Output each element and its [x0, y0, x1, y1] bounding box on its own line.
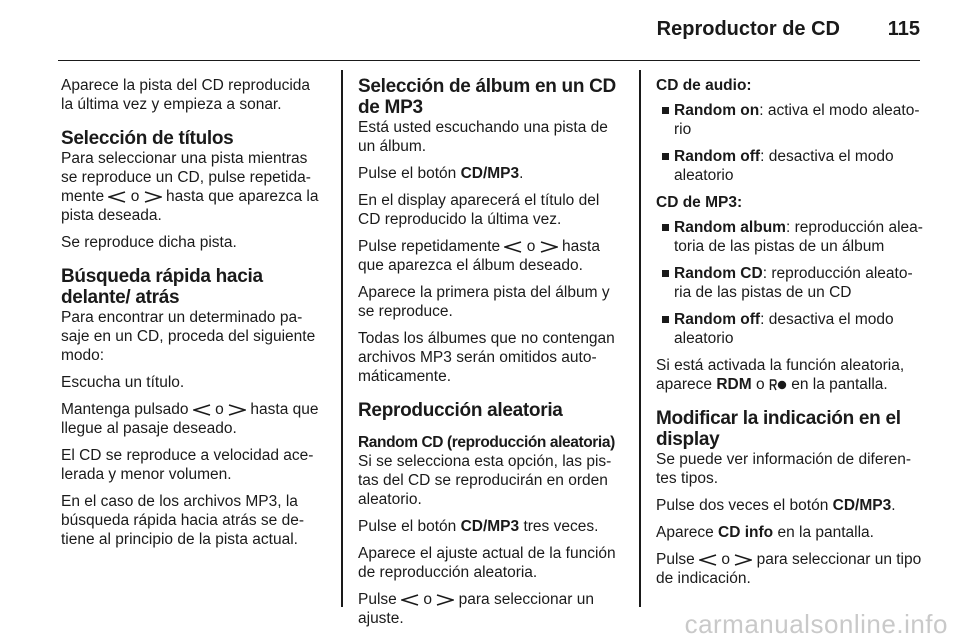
paragraph: En el caso de los archivos MP3, la búsqueda rápida hacia atrás se detiene al principio de la pista actual. [61, 493, 305, 548]
button-name-cd-mp3: CD/MP3 [460, 165, 520, 182]
list-item: Random album: reproducción aleatoria de las pistas de un álbum [656, 218, 924, 256]
column-divider [341, 70, 343, 607]
triangle-left-icon [699, 554, 717, 566]
triangle-left-icon [504, 241, 522, 253]
subheading-mp3-cd: CD de MP3: [656, 194, 743, 211]
bullet-square-icon [662, 316, 669, 323]
triangle-right-icon [144, 191, 162, 203]
bullet-square-icon [662, 153, 669, 160]
random-symbol-icon [769, 378, 787, 392]
button-name-cd-mp3: CD/MP3 [832, 497, 892, 514]
paragraph: Si está activada la función aleatoria, aparece RDM o en la pantalla. [656, 357, 905, 393]
page-number: 115 [887, 18, 920, 40]
heading-display-change: Modificar la indicación en el display [656, 408, 901, 450]
column-2 [358, 76, 624, 636]
heading-album-selection: Selección de álbum en un CD de MP3 [358, 76, 616, 118]
paragraph: Pulse o para seleccionar un ajuste. [358, 591, 594, 627]
paragraph: Se puede ver información de diferentes tipos. [656, 451, 912, 487]
bullet-square-icon [662, 224, 669, 231]
paragraph: Pulse o para seleccionar un tipo de indicación. [656, 551, 922, 587]
subheading-random-cd: Random CD (reproducción aleatoria) [358, 434, 615, 451]
triangle-left-icon [401, 594, 419, 606]
list-item: Random on: activa el modo aleatorio [656, 101, 924, 139]
paragraph: Todas los álbumes que no contengan archivos MP3 serán omitidos automáticamente. [358, 330, 615, 385]
paragraph: Pulse repetidamente o hasta que aparezca el álbum deseado. [358, 238, 600, 274]
column-divider [639, 70, 641, 607]
paragraph: Para encontrar un determinado pasaje en un CD, proceda del siguiente modo: [61, 309, 316, 364]
paragraph: Escucha un título. [61, 374, 185, 391]
paragraph: Pulse dos veces el botón CD/MP3. [656, 497, 896, 514]
heading-track-selection: Selección de títulos [61, 128, 234, 149]
heading-random-playback: Reproducción aleatoria [358, 400, 563, 421]
page-header [58, 0, 920, 61]
cd-info-label: CD info [718, 524, 774, 541]
bullet-square-icon [662, 107, 669, 114]
list-item: Random off: desactiva el modo aleatorio [656, 147, 924, 185]
triangle-right-icon [228, 404, 246, 416]
bullet-square-icon [662, 270, 669, 277]
header-title: Reproductor de CD [656, 18, 840, 40]
rdm-label: RDM [716, 376, 752, 393]
paragraph: Aparece la pista del CD reproducida la última vez y empieza a sonar. [61, 77, 310, 113]
list-item: Random CD: reproducción aleatoria de las pistas de un CD [656, 264, 924, 302]
triangle-right-icon [540, 241, 558, 253]
paragraph: El CD se reproduce a velocidad acelerada y menor volumen. [61, 447, 314, 483]
triangle-right-icon [436, 594, 454, 606]
subheading-audio-cd: CD de audio: [656, 77, 752, 94]
paragraph: Si se selecciona esta opción, las pistas del CD se reproducirán en orden aleatorio. [358, 453, 612, 508]
column-1 [61, 76, 325, 557]
triangle-left-icon [108, 191, 126, 203]
paragraph: En el display aparecerá el título del CD reproducido la última vez. [358, 192, 600, 228]
paragraph: Para seleccionar una pista mientras se reproduce un CD, pulse repetidamente o hasta que aparezca la pista deseada. [61, 150, 319, 224]
paragraph: Se reproduce dicha pista. [61, 234, 237, 251]
column-3 [656, 76, 924, 596]
paragraph: Pulse el botón CD/MP3 tres veces. [358, 518, 599, 535]
paragraph: Mantenga pulsado o hasta que llegue al pasaje deseado. [61, 401, 319, 437]
paragraph: Pulse el botón CD/MP3. [358, 165, 524, 182]
watermark: carmanualsonline.info [684, 609, 948, 639]
paragraph: Aparece la primera pista del álbum y se reproduce. [358, 284, 610, 320]
paragraph: Aparece el ajuste actual de la función de reproducción aleatoria. [358, 545, 616, 581]
heading-fast-search: Búsqueda rápida hacia delante/ atrás [61, 266, 263, 308]
triangle-right-icon [734, 554, 752, 566]
list-item: Random off: desactiva el modo aleatorio [656, 310, 924, 348]
triangle-left-icon [193, 404, 211, 416]
paragraph: Aparece CD info en la pantalla. [656, 524, 874, 541]
button-name-cd-mp3: CD/MP3 [460, 518, 520, 535]
paragraph: Está usted escuchando una pista de un álbum. [358, 119, 608, 155]
